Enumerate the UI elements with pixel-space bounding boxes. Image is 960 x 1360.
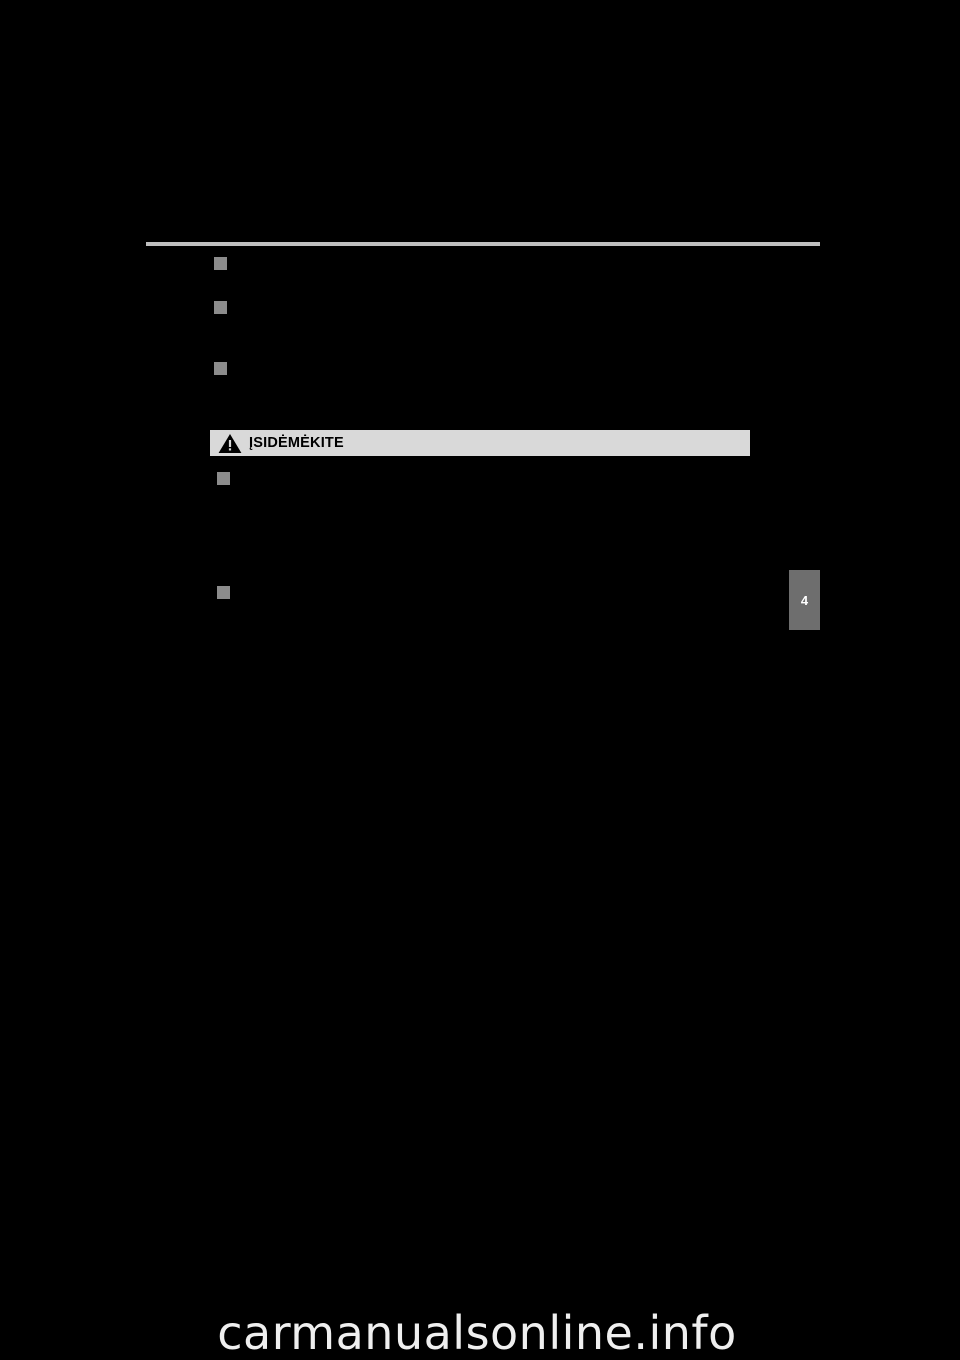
chapter-tab-number: 4: [800, 592, 809, 608]
list-bullet-5: [217, 586, 230, 599]
section-divider-rule: [146, 242, 820, 246]
list-bullet-4: [217, 472, 230, 485]
chapter-tab: [789, 570, 820, 630]
notice-banner: [210, 430, 750, 456]
footer-watermark: carmanualsonline.info: [217, 1306, 737, 1360]
list-bullet-1: [214, 257, 227, 270]
notice-title: ĮSIDĖMĖKITE: [249, 434, 344, 451]
list-bullet-2: [214, 301, 227, 314]
warning-triangle-icon: [218, 433, 242, 454]
list-bullet-3: [214, 362, 227, 375]
